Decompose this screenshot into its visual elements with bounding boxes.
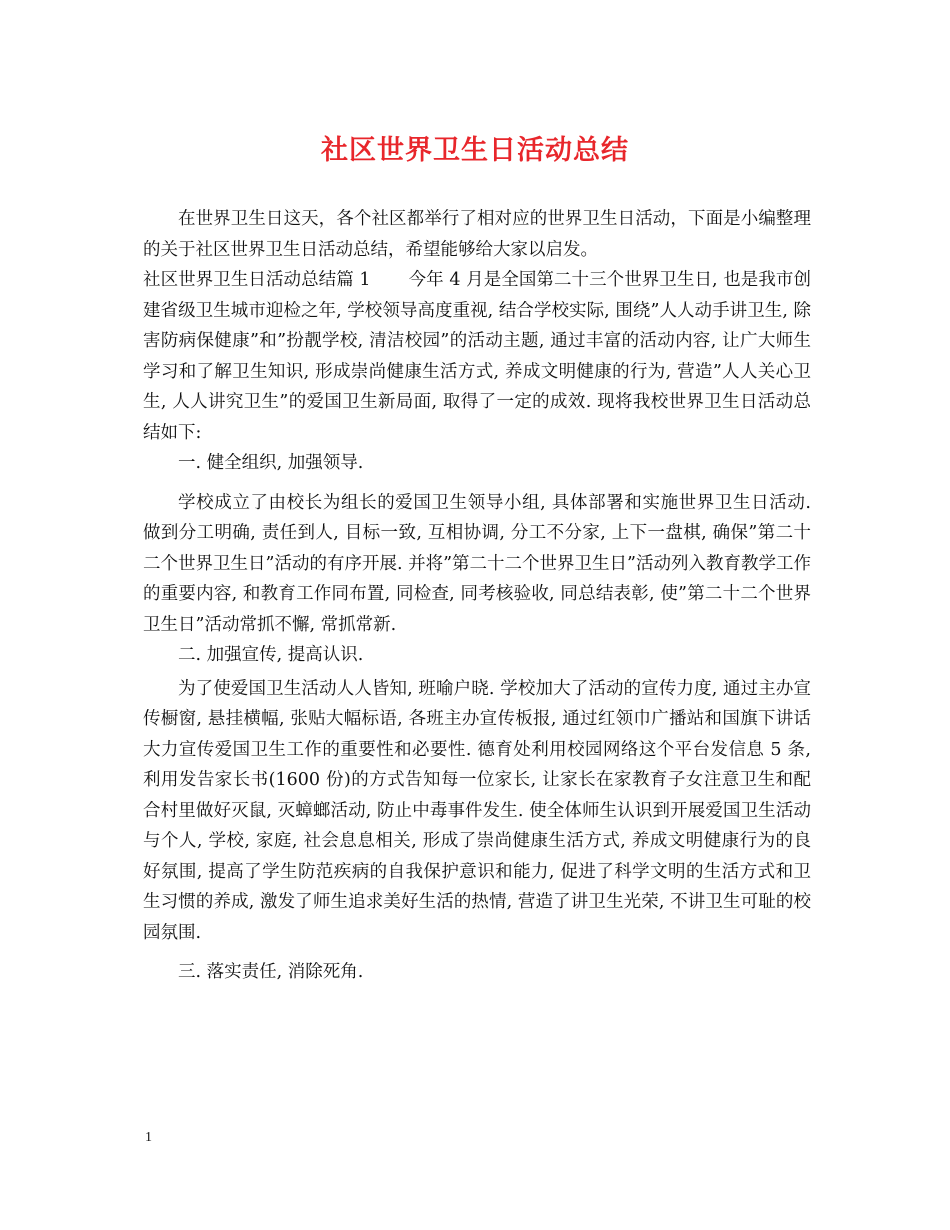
section-1-body: 学校成立了由校长为组长的爱国卫生领导小组, 具体部署和实施世界卫生日活动. 做到分工明确, 责任到人, 目标一致, 互相协调, 分工不分家, 上下一盘棋, 确保”第二十二个世界卫生日”活动的有序开展. 并将”第二十二个世界卫生日”活动列入教育教学工作的重要内容, 和教育工作同布置, 同检查, 同考核验收, 同总结表彰, 使”第二十二个世界卫生日”活动常抓不懈, 常抓常新. [143,492,811,635]
intro-paragraph: 在世界卫生日这天，各个社区都举行了相对应的世界卫生日活动，下面是小编整理的关于社区世界卫生日活动总结，希望能够给大家以启发。 [143,209,811,260]
article-intro: 今年 4 月是全国第二十三个世界卫生日, 也是我市创建省级卫生城市迎检之年, 学校领导高度重视, 结合学校实际, 围绕”人人动手讲卫生, 除害防病保健康”和”扮靓学校, 清洁校园”的活动主题, 通过丰富的活动内容, 让广大师生学习和了解卫生知识, 形成崇尚健康生活方式, 养成文明健康的行为, 营造”人人关心卫生, 人人讲究卫生”的爱国卫生新局面, 取得了一定的成效. 现将我校世界卫生日活动总结如下: [143,270,811,443]
article-heading: 社区世界卫生日活动总结篇 1 [143,270,371,290]
section-2-body: 为了使爱国卫生活动人人皆知, 班喻户晓. 学校加大了活动的宣传力度, 通过主办宣传橱窗, 悬挂横幅, 张贴大幅标语, 各班主办宣传板报, 通过红领巾广播站和国旗下讲话大力宣传爱国卫生工作的重要性和必要性. 德育处利用校园网络这个平台发信息 5 条, 利用发告家长书(1600 份)的方式告知每一位家长, 让家长在家教育子女注意卫生和配合村里做好灭鼠, 灭蟑螂活动, 防止中毒事件发生. 使全体师生认识到开展爱国卫生活动与个人, 学校, 家庭, 社会息息相关, 形成了崇尚健康生活方式, 养成文明健康行为的良好氛围, 提高了学生防范疾病的自我保护意识和能力, 促进了科学文明的生活方式和卫生习惯的养成, 激发了师生追求美好生活的热情, 营造了讲卫生光荣, 不讲卫生可耻的校园氛围. [143,678,811,943]
document-title: 社区世界卫生日活动总结 [321,135,629,166]
section-3-heading: 三. 落实责任, 消除死角. [178,962,364,982]
section-2-heading: 二. 加强宣传, 提高认识. [178,645,364,665]
document-body [143,204,811,988]
article-paragraph [143,265,811,448]
page-number: 1 [145,1130,152,1145]
section-1-heading: 一. 健全组织, 加强领导. [178,453,364,473]
